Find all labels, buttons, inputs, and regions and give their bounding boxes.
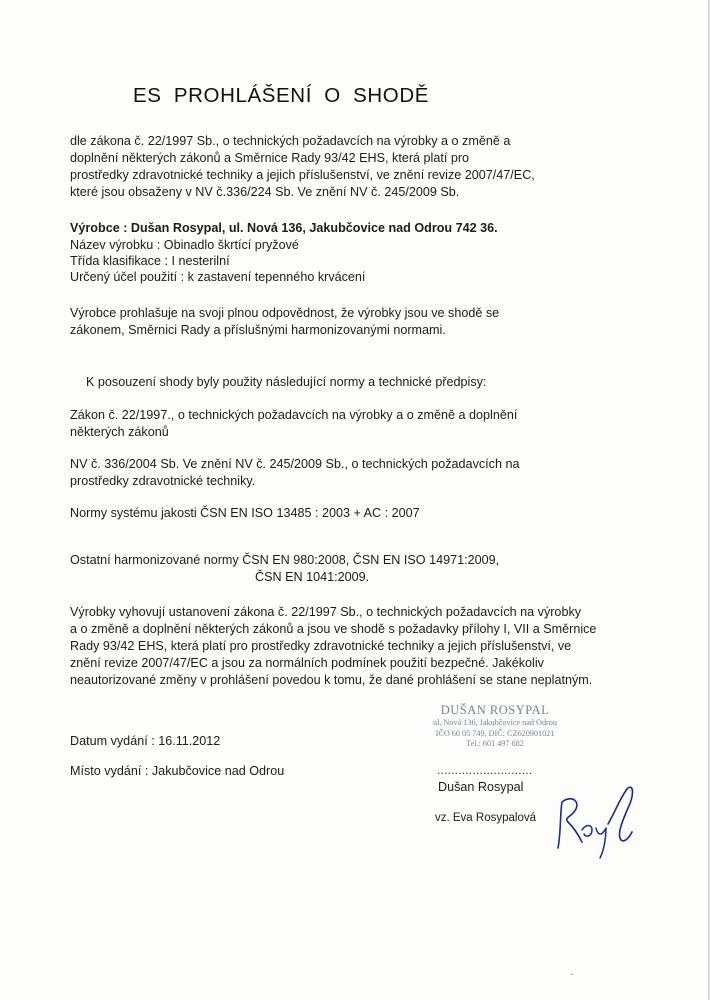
- company-stamp: [405, 703, 585, 750]
- stamp-ids: IČO 60 05 749, DIČ: CZ620901021: [435, 728, 555, 738]
- issue-date: Datum vydání : 16.11.2012: [70, 734, 221, 748]
- issue-place: Místo vydání : Jakubčovice nad Odrou: [70, 764, 285, 778]
- stamp-name: DUŠAN ROSYPAL: [440, 703, 550, 717]
- signature-dotted-line: ...........................: [437, 763, 533, 777]
- manufacturer-line: Výrobce : Dušan Rosypal, ul. Nová 136, Jakubčovice nad Odrou 742 36.: [70, 221, 498, 235]
- compliance-line-1: Výrobky vyhovují ustanovení zákona č. 22/1997 Sb., o technických požadavcích na výrobky: [70, 605, 582, 619]
- corner-mark: ˇ: [570, 973, 574, 984]
- compliance-line-5: neautorizované změny v prohlášení povedou k tomu, že dané prohlášení se stane neplatným.: [70, 673, 593, 687]
- declaration-line-2: zákonem, Směrnici Rady a příslušnými harmonizovanými normami.: [70, 323, 446, 337]
- intro-line-1: dle zákona č. 22/1997 Sb., o technických požadavcích na výrobky a o změně a: [70, 134, 511, 148]
- law2-line-2: prostředky zdravotnické techniky.: [70, 474, 256, 488]
- stamp-address: ul. Nová 136, Jakubčovice nad Odrou: [433, 718, 557, 727]
- handwritten-signature: [548, 784, 648, 864]
- declaration-line-1: Výrobce prohlašuje na svoji plnou odpovědnost, že výrobky jsou ve shodě se: [70, 306, 500, 320]
- document-title: ES PROHLÁŠENÍ O SHODĚ: [133, 84, 430, 107]
- compliance-line-3: Rady 93/42 EHS, která platí pro prostředky zdravotnické techniky a jejich příslušenství, ve: [70, 639, 572, 653]
- law1-line-1: Zákon č. 22/1997., o technických požadavcích na výrobky a o změně a doplnění: [70, 408, 518, 422]
- classification: Třída klasifikace : I nesterilní: [70, 254, 230, 268]
- law2-line-1: NV č. 336/2004 Sb. Ve znění NV č. 245/2009 Sb., o technických požadavcích na: [70, 457, 520, 471]
- intro-line-2: doplnění některých zákonů a Směrnice Rady 93/42 EHS, která platí pro: [70, 151, 470, 165]
- norms-intro: K posouzení shody byly použity následující normy a technické předpisy:: [86, 375, 487, 389]
- proxy-signer: vz. Eva Rosypalová: [435, 812, 536, 824]
- compliance-line-4: znění revize 2007/47/EC a jsou za normálních podmínek použití bezpečné. Jakékoliv: [70, 656, 544, 670]
- product-name: Název výrobku : Obinadlo škrtící pryžové: [70, 238, 299, 252]
- quality-norms: Normy systému jakosti ČSN EN ISO 13485 : 2003 + AC : 2007: [70, 506, 420, 520]
- signer-name: Dušan Rosypal: [438, 780, 524, 794]
- intro-line-3: prostředky zdravotnické techniky a jejich příslušenství, ve znění revize 2007/47/EC,: [70, 168, 535, 182]
- harmonized-line-2: ČSN EN 1041:2009.: [255, 570, 370, 584]
- law1-line-2: některých zákonů: [70, 425, 169, 439]
- stamp-phone: Tel.: 601 497 682: [466, 739, 524, 748]
- intro-line-4: které jsou obsaženy v NV č.336/224 Sb. Ve znění NV č. 245/2009 Sb.: [70, 185, 460, 199]
- harmonized-line-1: Ostatní harmonizované normy ČSN EN 980:2008, ČSN EN ISO 14971:2009,: [70, 553, 500, 567]
- intended-use: Určený účel použití : k zastavení tepenného krvácení: [70, 270, 366, 284]
- compliance-line-2: a o změně a doplnění některých zákonů a jsou ve shodě s požadavky přílohy I, VII a Směrnice: [70, 622, 597, 636]
